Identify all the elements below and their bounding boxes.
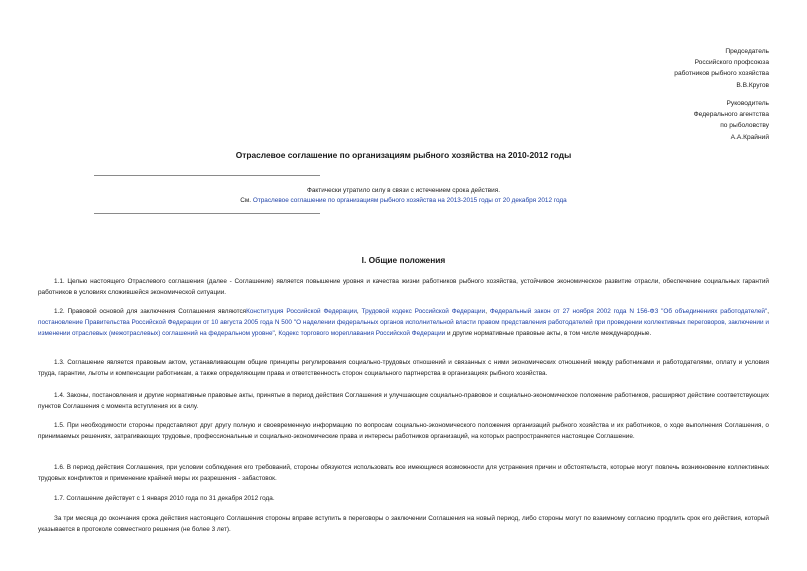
link-merchant-shipping-code[interactable]: Кодекс торгового мореплавания Российской Федерации	[278, 330, 446, 337]
paragraph-1-2	[38, 306, 769, 339]
divider-top	[94, 175, 320, 176]
approval-line: работников рыбного хозяйства	[674, 70, 769, 78]
approval-block-chairman	[674, 46, 769, 91]
paragraph-1-5: 1.5. При необходимости стороны представляют друг другу полную и своевременную информацию по вопросам социально-экономического положения организаций рыбного хозяйства и их работников, о ходе выполнения Соглашения, о принимаемых решениях, затрагивающих трудовые, профессиональные и социально-экономические права и интересы работников организаций, на которых распространяется настоящее Соглашение.	[38, 422, 769, 440]
approval-line: Руководитель	[726, 100, 769, 107]
paragraph-text: и другие нормативные правовые акты, в том числе международные.	[445, 330, 652, 337]
separator: ,	[485, 308, 490, 315]
separator: ,	[356, 308, 362, 315]
approval-signatory: А.А.Крайний	[730, 133, 769, 141]
approval-line: Председатель	[725, 48, 769, 55]
link-labor-code[interactable]: Трудовой кодекс Российской Федерации	[361, 308, 486, 315]
link-government-resolution-500[interactable]: постановление Правительства Российской Федерации от 10 августа 2005 года N 500 "О наделении федеральных органов исполнительной власти правом представления работодателей при проведении коллективных переговоров, заключении и изменении отраслевых (межотраслевых) соглашений на федеральном уровне"	[38, 319, 769, 337]
separator: ,	[274, 330, 279, 337]
paragraph-1-7: 1.7. Соглашение действует с 1 января 2010 года по 31 декабря 2012 года.	[54, 495, 275, 502]
approval-line: по рыболовству	[720, 122, 769, 130]
document-title: Отраслевое соглашение по организациям рыбного хозяйства на 2010-2012 годы	[235, 150, 572, 160]
approval-line: Федерального агентства	[693, 111, 769, 119]
paragraph-1-6: 1.6. В период действия Соглашения, при условии соблюдения его требований, стороны обязуются использовать все имеющиеся возможности для устранения причин и обстоятельств, которые могут повлечь возникновение коллективных трудовых конфликтов и применение крайней меры их разрешения - забастовок.	[38, 464, 769, 482]
paragraph-text: 1.2. Правовой основой для заключения Соглашения являются	[54, 308, 247, 315]
approval-block-agency	[694, 98, 769, 143]
approval-signatory: В.В.Кругов	[736, 81, 769, 89]
separator: ,	[767, 308, 770, 315]
paragraph-1-4: 1.4. Законы, постановления и другие нормативные правовые акты, принятые в период действия Соглашения и улучшающие социально-правовое и социально-экономическое положение работников, расширяют действие соответствующих пунктов Соглашения с момента вступления их в силу.	[38, 392, 769, 410]
see-also-note	[0, 196, 807, 206]
paragraph-1-3: 1.3. Соглашение является правовым актом, устанавливающим общие принципы регулирования социально-трудовых отношений и связанных с ними экономических отношений между работниками и работодателями, оплату и условия труда, гарантии, льготы и компенсации работникам, а также определяющим права и ответственность сторон социального партнерства в организациях рыбного хозяйства.	[38, 359, 769, 377]
link-constitution[interactable]: Конституция Российской Федерации	[246, 308, 357, 315]
paragraph-extension: За три месяца до окончания срока действия настоящего Соглашения стороны вправе вступить в переговоры о заключении Соглашения на новый период, либо стороны могут по взаимному согласию продлить срок его действия, который указывается в протоколе совместного решения (не более 3 лет).	[38, 515, 769, 533]
divider-bottom	[94, 213, 320, 214]
status-note: Фактически утратило силу в связи с истечением срока действия.	[307, 187, 500, 194]
see-prefix: См.	[240, 197, 252, 204]
see-also-link[interactable]: Отраслевое соглашение по организациям рыбного хозяйства на 2013-2015 годы от 20 декабря 2012 года	[252, 197, 567, 204]
paragraph-1-1: 1.1. Целью настоящего Отраслевого соглашения (далее - Соглашение) является повышение уровня и качества жизни работников рыбного хозяйства, устойчивое экономическое развитие отрасли, обеспечение социальных гарантий работников в условиях сложившейся экономической ситуации.	[38, 278, 769, 296]
link-federal-law-156[interactable]: Федеральный закон от 27 ноября 2002 года N 156-ФЗ "Об объединениях работодателей"	[489, 308, 768, 315]
approval-line: Российского профсоюза	[694, 59, 769, 67]
section-title: I. Общие положения	[361, 255, 446, 265]
